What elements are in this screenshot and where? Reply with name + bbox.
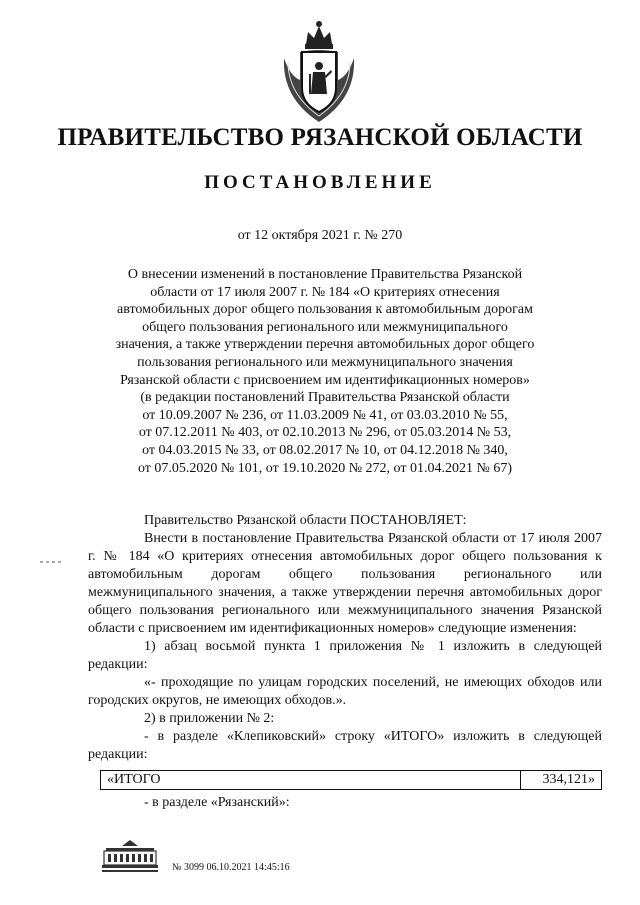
- total-label-cell: «ИТОГО: [107, 772, 161, 787]
- building-stamp-icon: [100, 838, 160, 874]
- intro-paragraph: Внести в постановление Правительства Рязанской области от 17 июля 2007 г. № 184 «О критериях отнесения автомобильных дорог общего пользования к автомобильным дорогам общего пользования регионального или межмуниципального значения, а также утверждении перечня автомобильных дорог общего пользования регионального или межмуниципального значения Рязанской области с присвоением им идентификационных номеров» следующие изменения:: [88, 531, 602, 636]
- item-1-paragraph: 1) абзац восьмой пункта 1 приложения № 1 изложить в следующей редакции:: [88, 639, 602, 672]
- subject-line: общего пользования регионального или межмуниципального: [142, 319, 508, 335]
- subject-line: от 07.05.2020 № 101, от 19.10.2020 № 272, от 01.04.2021 № 67): [137, 460, 513, 476]
- organization-title: ПРАВИТЕЛЬСТВО РЯЗАНСКОЙ ОБЛАСТИ: [57, 124, 583, 151]
- total-row-table: [100, 770, 602, 790]
- document-subject: [95, 266, 555, 477]
- item-2-paragraph: 2) в приложении № 2:: [144, 711, 275, 726]
- subject-line: О внесении изменений в постановление Правительства Рязанской: [127, 267, 523, 282]
- subject-line: автомобильных дорог общего пользования к автомобильным дорогам: [117, 302, 533, 318]
- subject-line: значения, а также утверждении перечня автомобильных дорог общего: [115, 337, 535, 353]
- subject-line: (в редакции постановлений Правительства Рязанской области: [140, 390, 510, 406]
- item-2-sub-1-paragraph: - в разделе «Клепиковский» строку «ИТОГО» изложить в следующей редакции:: [88, 729, 602, 762]
- item-1-quote-paragraph: «- проходящие по улицам городских поселений, не имеющих обходов или городских округов, не имеющих обходов.».: [88, 675, 602, 708]
- document-body: [88, 512, 602, 764]
- margin-mark: [40, 551, 62, 555]
- subject-line: области от 17 июля 2007 г. № 184 «О критериях отнесения: [150, 284, 500, 300]
- document-type: ПОСТАНОВЛЕНИЕ: [204, 172, 436, 193]
- subject-line: Рязанской области с присвоением им идентификационных номеров»: [120, 372, 530, 388]
- resolves-paragraph: Правительство Рязанской области ПОСТАНОВЛЯЕТ:: [144, 513, 467, 528]
- subject-line: от 04.03.2015 № 33, от 08.02.2017 № 10, от 04.12.2018 № 340,: [142, 442, 508, 458]
- subject-line: пользования регионального или межмуниципального значения: [137, 354, 513, 370]
- document-date: от 12 октября 2021 г. № 270: [237, 228, 403, 243]
- subject-line: от 10.09.2007 № 236, от 11.03.2009 № 41, от 03.03.2010 № 55,: [142, 407, 508, 423]
- subject-line: от 07.12.2011 № 403, от 02.10.2013 № 296, от 05.03.2014 № 53,: [138, 425, 512, 441]
- coat-of-arms-emblem: [278, 18, 360, 126]
- registration-code: № 3099 06.10.2021 14:45:16: [172, 862, 290, 873]
- total-value-cell: 334,121»: [520, 771, 601, 789]
- after-table-paragraph: - в разделе «Рязанский»:: [144, 795, 290, 810]
